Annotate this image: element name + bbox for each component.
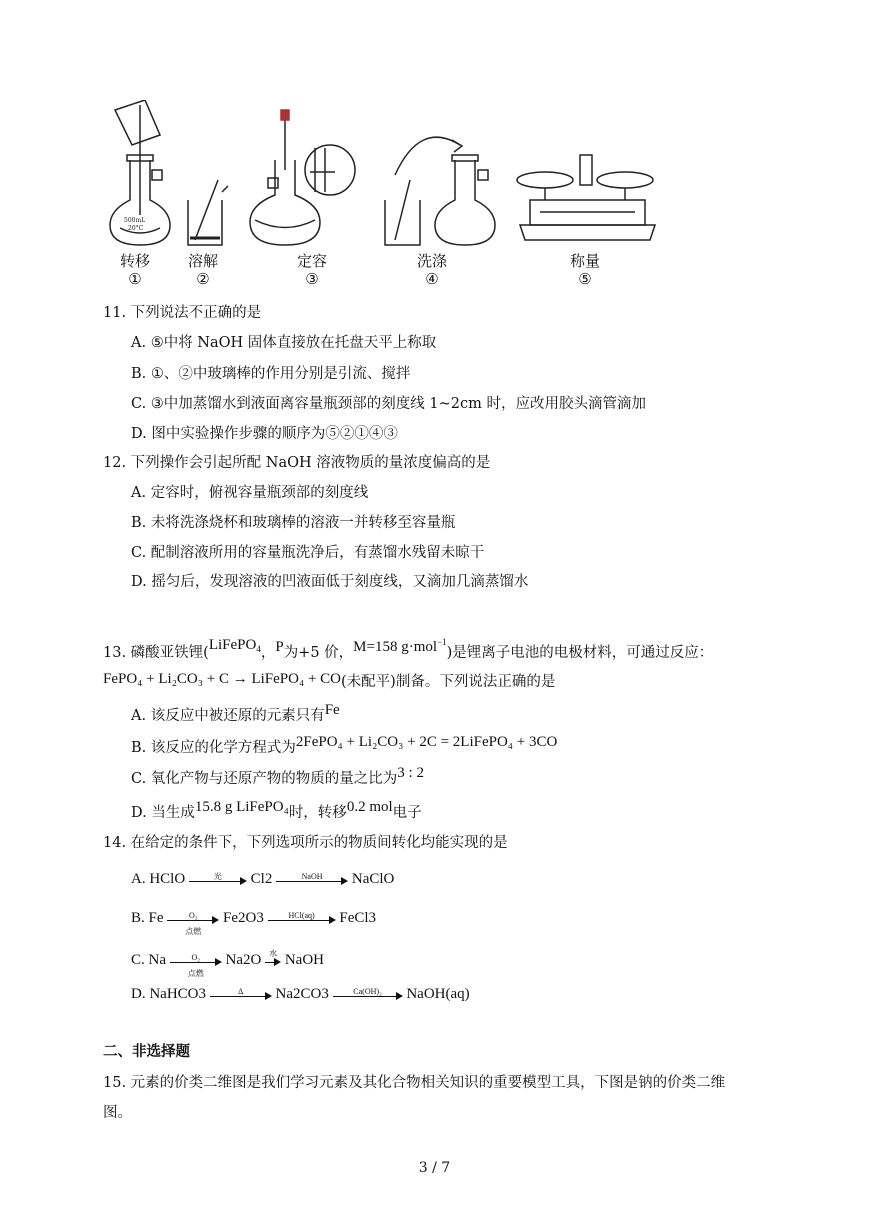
- q12-option-a: A. 定容时，俯视容量瓶颈部的刻度线: [131, 485, 369, 501]
- make-up-volume-apparatus: [250, 110, 355, 245]
- q14-stem: 14. 在给定的条件下，下列选项所示的物质间转化均能实现的是: [103, 835, 508, 851]
- step-num-make-up-volume: ③: [305, 270, 319, 288]
- arrow-icon: 水: [265, 954, 281, 968]
- q13-option-a: A. 该反应中被还原的元素只有Fe: [131, 702, 340, 724]
- step-label-dissolve: 溶解: [187, 252, 218, 270]
- arrow-icon: HCl(aq): [268, 912, 336, 926]
- q11-option-a: A. ⑤中将 NaOH 固体直接放在托盘天平上称取: [131, 335, 437, 351]
- lab-apparatus-drawings: [100, 100, 660, 250]
- wash-apparatus: [385, 137, 495, 245]
- lab-steps-figure: [100, 100, 660, 290]
- arrow-icon: O₂ 点燃: [170, 954, 222, 968]
- q13-option-c: C. 氧化产物与还原产物的物质的量之比为3 : 2: [131, 765, 424, 787]
- q11-option-b: B. ①、②中玻璃棒的作用分别是引流、搅拌: [131, 366, 411, 382]
- arrow-icon: NaOH: [276, 873, 348, 887]
- step-label-wash: 洗涤: [416, 252, 447, 270]
- q11-option-d: D. 图中实验操作步骤的顺序为⑤②①④③: [131, 426, 398, 442]
- step-label-make-up-volume: 定容: [296, 252, 327, 270]
- q13-stem: 13. 磷酸亚铁锂(LiFePO$_4$，P为+5 价，M=158 g·mol$^{-1}$)是锂离子电池的电极材料，可通过反应：: [103, 637, 714, 661]
- arrow-icon: O₂ 点燃: [167, 912, 219, 926]
- q11-stem: 11. 下列说法不正确的是: [103, 305, 262, 321]
- q14-option-c: C. Na O₂ 点燃 Na2O 水 NaOH: [131, 948, 324, 978]
- q13-option-d: D. 当生成15.8 g LiFePO₄时，转移0.2 mol电子: [131, 799, 422, 821]
- q13-equation-line: FePO₄ + Li₂CO₃ + C → LiFePO₄ + CO(未配平)制备。下列说法正确的是: [103, 671, 556, 690]
- step-num-weigh: ⑤: [578, 270, 592, 288]
- q13-equation: FePO₄ + Li₂CO₃ + C → LiFePO₄ + CO: [103, 671, 341, 687]
- q12-option-b: B. 未将洗涤烧杯和玻璃棒的溶液一并转移至容量瓶: [131, 515, 456, 531]
- page-number: 3 / 7: [418, 1160, 451, 1176]
- q13-option-b: B. 该反应的化学方程式为2FePO₄ + Li₂CO₃ + 2C = 2LiFePO₄ + 3CO: [131, 734, 558, 756]
- step-num-wash: ④: [425, 270, 439, 288]
- step-num-transfer: ①: [128, 270, 142, 288]
- q14-option-b: B. Fe O₂ 点燃 Fe2O3 HCl(aq) FeCl3: [131, 910, 377, 936]
- transfer-apparatus: [110, 100, 170, 245]
- q12-option-c: C. 配制溶液所用的容量瓶洗净后，有蒸馏水残留未晾干: [131, 545, 485, 561]
- q15-line-1: 15. 元素的价类二维图是我们学习元素及其化合物相关知识的重要模型工具，下图是钠的价类二维: [103, 1075, 726, 1091]
- flask-text-2: 20°C: [128, 225, 144, 232]
- step-label-weigh: 称量: [569, 252, 600, 270]
- dissolve-apparatus: [188, 180, 228, 245]
- arrow-icon: Ca(OH)₂: [333, 988, 403, 1002]
- q14-option-a: A. HClO 光 Cl2 NaOH NaClO: [131, 871, 395, 887]
- q12-option-d: D. 摇匀后，发现溶液的凹液面低于刻度线，又滴加几滴蒸馏水: [131, 574, 529, 590]
- arrow-icon: Δ: [210, 988, 272, 1002]
- q15-line-2: 图。: [103, 1105, 132, 1121]
- q12-stem: 12. 下列操作会引起所配 NaOH 溶液物质的量浓度偏高的是: [103, 455, 491, 471]
- flask-text-1: 500mL: [124, 217, 146, 224]
- step-num-dissolve: ②: [196, 270, 210, 288]
- arrow-icon: 光: [189, 873, 247, 887]
- q11-option-c: C. ③中加蒸馏水到液面离容量瓶颈部的刻度线 1~2cm 时，应改用胶头滴管滴加: [131, 396, 646, 412]
- q14-option-d: D. NaHCO3 Δ Na2CO3 Ca(OH)₂ NaOH(aq): [131, 986, 470, 1002]
- section-heading: 二、非选择题: [103, 1043, 190, 1060]
- step-label-transfer: 转移: [119, 252, 150, 270]
- balance-apparatus: [517, 155, 655, 240]
